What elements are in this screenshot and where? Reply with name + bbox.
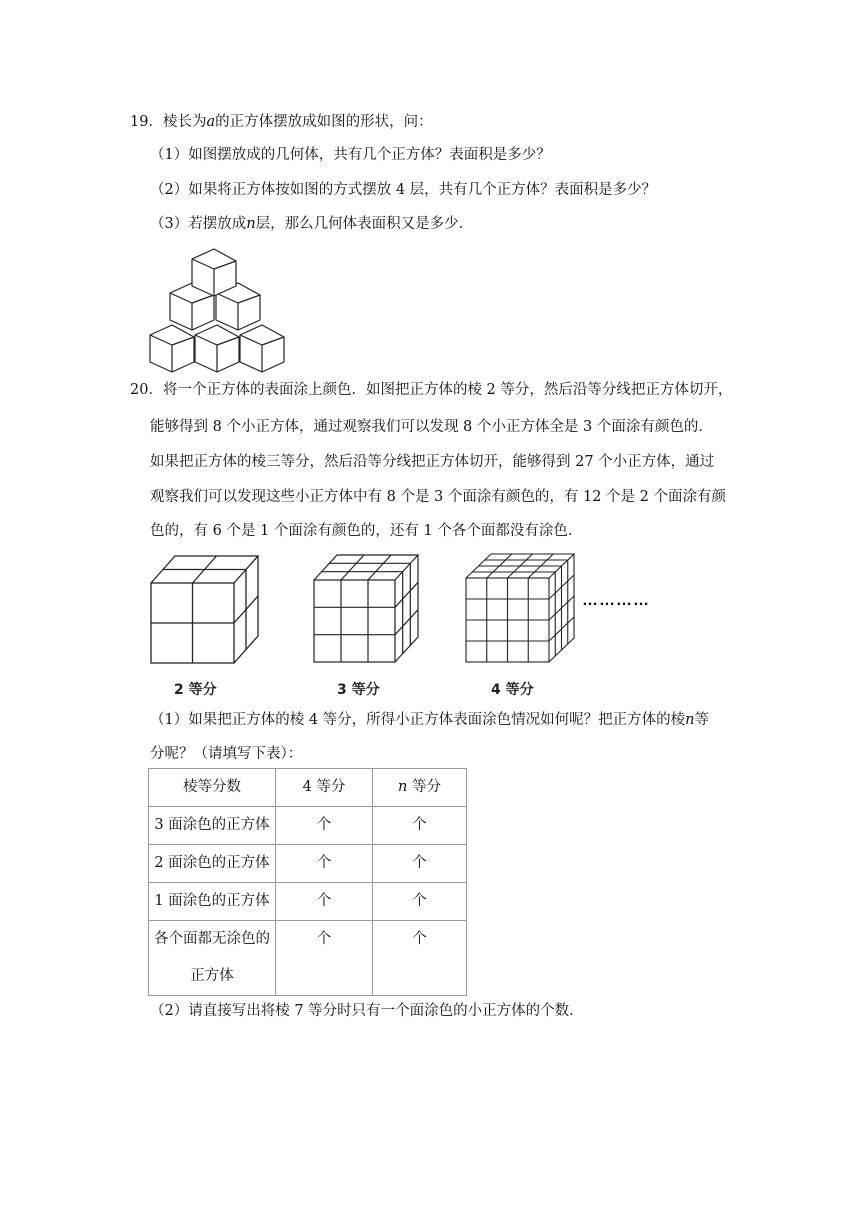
answer-cell: 个: [373, 921, 467, 996]
table-row: [149, 883, 467, 921]
coloring-table: [148, 768, 467, 996]
q19-stem: 19．棱长为a的正方体摆放成如图的形状，问：: [130, 114, 433, 130]
table-row: [149, 921, 467, 996]
q20-line5: 色的，有 6 个是 1 个面涂有颜色的，还有 1 个各个面都没有涂色．: [150, 523, 583, 539]
table-row: [149, 845, 467, 883]
q20-line2: 能够得到 8 个小正方体，通过观察我们可以发现 8 个小正方体全是 3 个面涂有颜色的．: [150, 419, 713, 435]
q20-sub2: （2）请直接写出将棱 7 等分时只有一个面涂色的小正方体的个数．: [150, 1003, 584, 1019]
q19-part2: （2）如果将正方体按如图的方式摆放 4 层，共有几个正方体？表面积是多少？: [150, 182, 657, 198]
table-header-row: [149, 769, 467, 807]
q20-sub1: （1）如果把正方体的棱 4 等分，所得小正方体表面涂色情况如何呢？把正方体的棱n等: [150, 712, 710, 728]
answer-cell: 个: [373, 807, 467, 845]
caption-3: 3 等分: [337, 682, 380, 698]
answer-cell: 个: [276, 921, 373, 996]
ellipsis: …………: [582, 592, 650, 609]
q20-sub1-line2: 分呢？（请填写下表）：: [150, 746, 303, 762]
row-label: 2 面涂色的正方体: [149, 845, 276, 883]
row-label: 3 面涂色的正方体: [149, 807, 276, 845]
answer-cell: 个: [373, 883, 467, 921]
answer-cell: 个: [276, 883, 373, 921]
q19-part1: （1）如图摆放成的几何体，共有几个正方体？表面积是多少？: [150, 147, 551, 163]
q20-line3: 如果把正方体的棱三等分，然后沿等分线把正方体切开，能够得到 27 个小正方体，通过: [150, 454, 715, 470]
row-label: 1 面涂色的正方体: [149, 883, 276, 921]
table-row: [149, 807, 467, 845]
answer-cell: 个: [276, 845, 373, 883]
q20-line1: 20．将一个正方体的表面涂上颜色．如图把正方体的棱 2 等分，然后沿等分线把正方体切开，: [130, 382, 733, 398]
answer-cell: 个: [276, 807, 373, 845]
caption-2: 2 等分: [174, 682, 217, 698]
q19-part3: （3）若摆放成n层，那么几何体表面积又是多少．: [150, 216, 474, 232]
header-cell: 4 等分: [276, 769, 373, 807]
answer-cell: 个: [373, 845, 467, 883]
row-label: 各个面都无涂色的 正方体: [149, 921, 276, 996]
q20-line4: 观察我们可以发现这些小正方体中有 8 个是 3 个面涂有颜色的，有 12 个是 2 个面涂有颜: [150, 489, 726, 505]
header-cell: 棱等分数: [149, 769, 276, 807]
header-cell: n 等分: [373, 769, 467, 807]
caption-4: 4 等分: [491, 682, 534, 698]
